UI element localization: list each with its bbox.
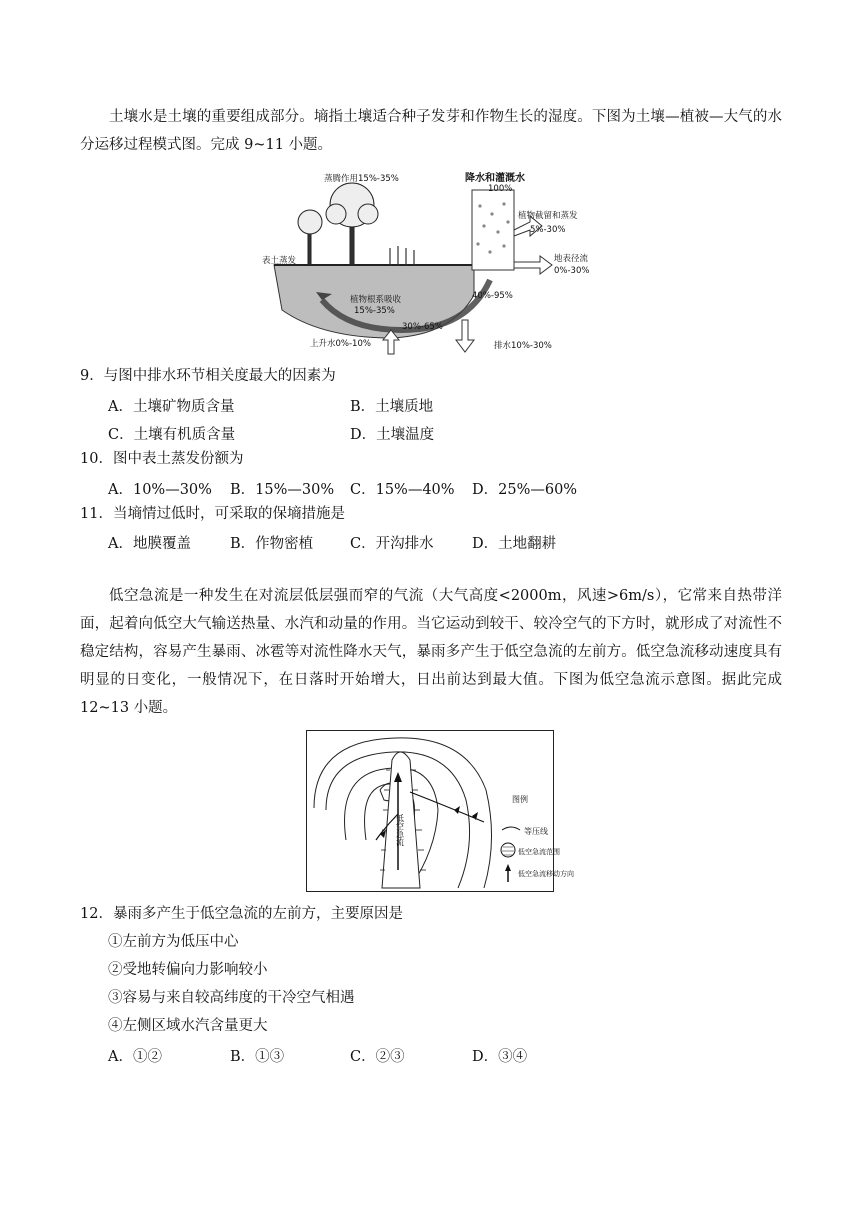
label-root-uptake: 植物根系吸收 bbox=[350, 295, 402, 305]
label-root-pct: 15%-35% bbox=[354, 306, 395, 316]
q10-option-d[interactable]: D．25%—60% bbox=[472, 482, 578, 498]
label-precip: 降水和灌溉水 bbox=[465, 173, 525, 184]
jet-label: 低空急流 bbox=[395, 814, 405, 846]
label-intercept-pct: 5%-30% bbox=[530, 225, 566, 235]
soil-water-figure bbox=[262, 170, 592, 356]
label-infil-pct: 40%-95% bbox=[472, 291, 513, 301]
q9-stem: 9．与图中排水环节相关度最大的因素为 bbox=[80, 368, 336, 384]
q12-option-a[interactable]: A．①② bbox=[108, 1049, 162, 1065]
q10-stem: 10．图中表土蒸发份额为 bbox=[80, 451, 244, 467]
q12-option-b[interactable]: B．①③ bbox=[230, 1049, 285, 1065]
q12-option-d[interactable]: D．③④ bbox=[472, 1049, 528, 1065]
legend-dir: 低空急流移动方向 bbox=[518, 870, 574, 878]
q9-option-b[interactable]: B．土壤质地 bbox=[350, 399, 434, 415]
legend-title: 图例 bbox=[512, 795, 528, 804]
q11-option-d[interactable]: D．土地翻耕 bbox=[472, 536, 557, 552]
q12-item-3: ③容易与来自较高纬度的干冷空气相遇 bbox=[108, 990, 355, 1006]
q9-option-d[interactable]: D．土壤温度 bbox=[350, 427, 435, 443]
q11-stem: 11．当墒情过低时，可采取的保墒措施是 bbox=[80, 506, 345, 522]
q12-item-2: ②受地转偏向力影响较小 bbox=[108, 962, 268, 978]
label-surface-evap: 表土蒸发 bbox=[262, 256, 297, 266]
q12-option-c[interactable]: C．②③ bbox=[350, 1049, 405, 1065]
label-transpiration: 蒸腾作用15%-35% bbox=[324, 174, 399, 184]
q10-option-b[interactable]: B．15%—30% bbox=[230, 482, 335, 498]
q11-option-c[interactable]: C．开沟排水 bbox=[350, 536, 434, 552]
q10-option-a[interactable]: A．10%—30% bbox=[108, 482, 212, 498]
label-precip-pct: 100% bbox=[488, 184, 513, 194]
q9-option-a[interactable]: A．土壤矿物质含量 bbox=[108, 399, 235, 415]
q11-option-b[interactable]: B．作物密植 bbox=[230, 536, 314, 552]
label-runoff-pct: 0%-30% bbox=[554, 266, 590, 276]
label-mid-pct: 30%-65% bbox=[402, 322, 443, 332]
legend-isobar: 等压线 bbox=[524, 827, 548, 836]
label-drain: 排水10%-30% bbox=[494, 341, 552, 351]
label-intercept: 植物截留和蒸发 bbox=[518, 211, 578, 221]
q9-option-c[interactable]: C．土壤有机质含量 bbox=[108, 427, 236, 443]
label-rise: 上升水0%-10% bbox=[310, 339, 371, 349]
q12-item-1: ①左前方为低压中心 bbox=[108, 934, 239, 950]
q10-option-c[interactable]: C．15%—40% bbox=[350, 482, 455, 498]
q11-option-a[interactable]: A．地膜覆盖 bbox=[108, 536, 191, 552]
q12-item-4: ④左侧区域水汽含量更大 bbox=[108, 1018, 268, 1034]
q12-stem: 12．暴雨多产生于低空急流的左前方，主要原因是 bbox=[80, 906, 403, 922]
intro-paragraph-2: 低空急流是一种发生在对流层低层强而窄的气流（大气高度<2000m，风速>6m/s），它常来自热带洋面，起着向低空大气输送热量、水汽和动量的作用。当它运动到较干、较冷空气的下方时，就形成了对流性不稳定结构，容易产生暴雨、冰雹等对流性降水天气，暴雨多产生于低空急流的左前方。低空急流移动速度具有明显的日变化，一般情况下，在日落时开始增大，日出前达到最大值。下图为低空急流示意图。据此完成 12~13 小题。 bbox=[80, 588, 782, 716]
legend-range: 低空急流范围 bbox=[518, 848, 560, 856]
label-runoff: 地表径流 bbox=[554, 254, 589, 264]
low-level-jet-figure bbox=[306, 730, 574, 892]
intro-paragraph-1: 土壤水是土壤的重要组成部分。墒指土壤适合种子发芽和作物生长的湿度。下图为土壤—植被—大气的水分运移过程模式图。完成 9~11 小题。 bbox=[80, 109, 782, 153]
